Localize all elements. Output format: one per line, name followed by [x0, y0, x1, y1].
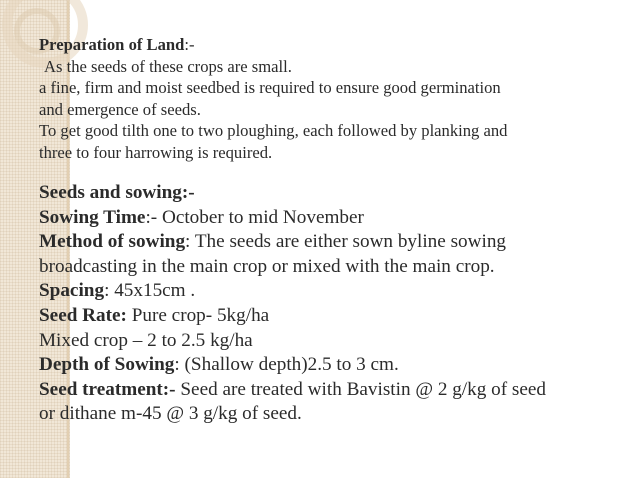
- sowing-time: Sowing Time:- October to mid November: [39, 206, 364, 228]
- seed-treatment-cont: or dithane m-45 @ 3 g/kg of seed.: [39, 403, 302, 425]
- spacing: Spacing: 45x15cm .: [39, 280, 196, 302]
- slide-content: [39, 34, 619, 427]
- method-of-sowing: Method of sowing: The seeds are either sown byline sowing: [39, 231, 507, 253]
- depth-of-sowing: Depth of Sowing: (Shallow depth)2.5 to 3 cm.: [39, 354, 399, 376]
- seed-rate-cont: Mixed crop – 2 to 2.5 kg/ha: [39, 329, 253, 351]
- seed-treatment: Seed treatment:- Seed are treated with Bavistin @ 2 g/kg of seed: [39, 378, 546, 400]
- sowing-heading: Seeds and sowing:-: [39, 182, 195, 203]
- land-line-4: To get good tilth one to two ploughing, each followed by planking and: [39, 121, 508, 140]
- seeds-sowing-section: [39, 181, 619, 427]
- land-line-5: three to four harrowing is required.: [39, 142, 273, 162]
- land-heading: Preparation of Land:-: [39, 35, 195, 54]
- land-preparation-section: [39, 34, 619, 163]
- land-line-2: a fine, firm and moist seedbed is required to ensure good germination: [39, 78, 501, 97]
- land-line-3: and emergence of seeds.: [39, 99, 201, 119]
- land-line-1: As the seeds of these crops are small.: [44, 56, 292, 76]
- method-of-sowing-cont: broadcasting in the main crop or mixed with the main crop.: [39, 255, 495, 277]
- seed-rate: Seed Rate: Pure crop- 5kg/ha: [39, 304, 270, 326]
